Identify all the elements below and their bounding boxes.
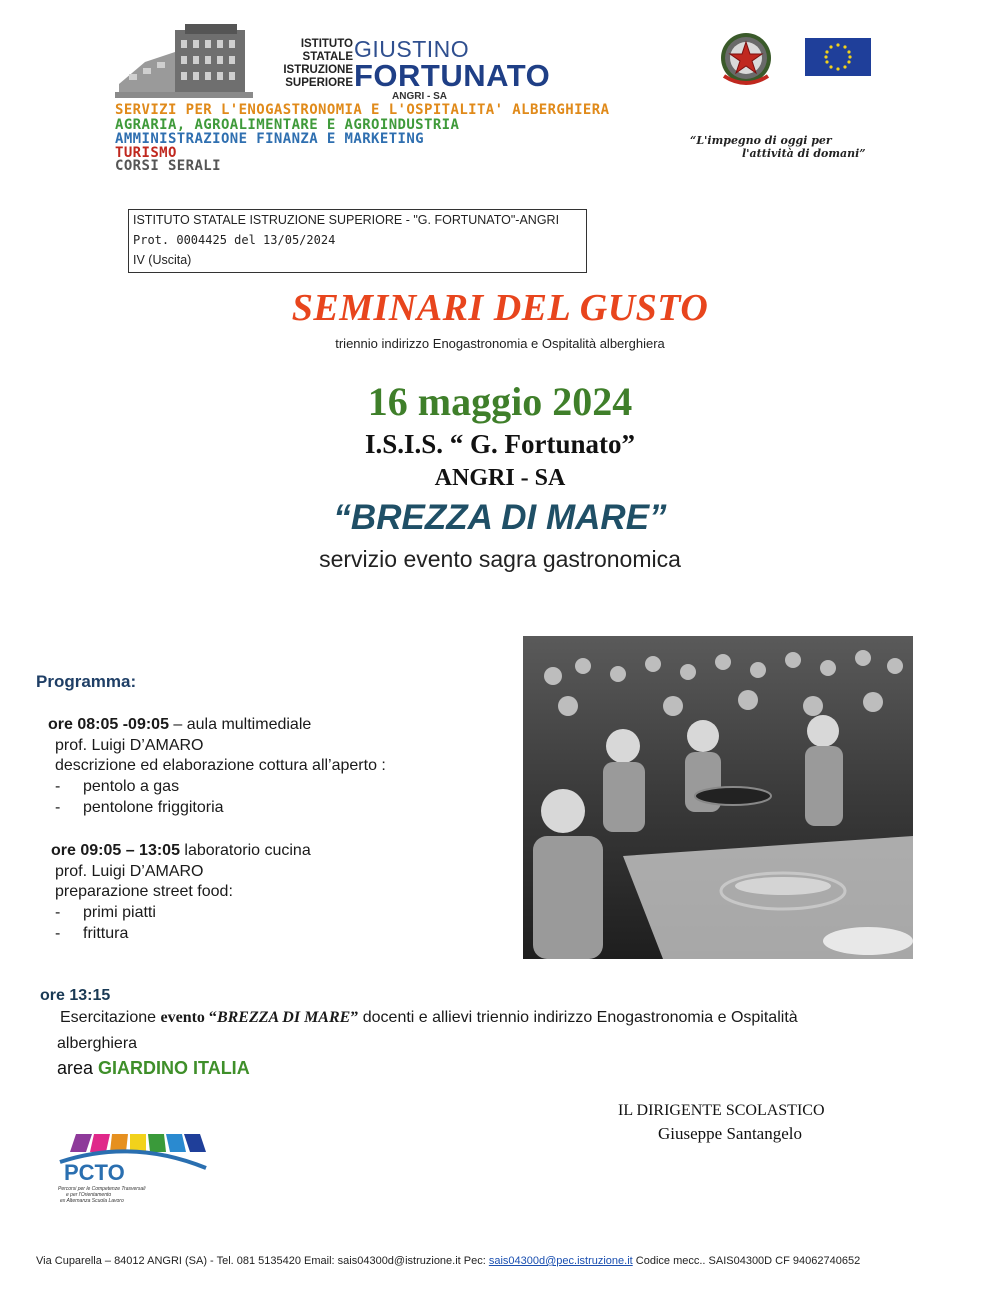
event-name: “BREZZA DI MARE” (333, 498, 667, 537)
school-building-logo (115, 22, 253, 98)
protocol-stamp (128, 209, 587, 273)
event-date: 16 maggio 2024 (367, 379, 633, 424)
session3-area: area GIARDINO ITALIA (57, 1058, 250, 1078)
school-city: ANGRI - SA (434, 465, 566, 491)
pcto-caption-2: e per l'Orientamento (66, 1192, 112, 1198)
footer-address: Via Cuparella – 84012 ANGRI (SA) - Tel. 081 5135420 Email: sais04300d@istruzione.it Pec: (36, 1255, 489, 1267)
course-line-4: TURISMO (115, 145, 177, 161)
session2-header (51, 842, 311, 860)
pcto-logo (52, 1128, 212, 1208)
course-line-1: SERVIZI PER L'ENOGASTRONOMIA E L'OSPITALITA' ALBERGHIERA (115, 102, 610, 118)
session1-place: – aula multimediale (168, 716, 312, 733)
session1-description: descrizione ed elaborazione cottura all’aperto : (55, 757, 386, 774)
institute-type-line1: ISTITUTO (300, 38, 353, 50)
course-line-2: AGRARIA, AGROALIMENTARE E AGROINDUSTRIA (115, 117, 460, 133)
school-name: I.S.I.S. “ G. Fortunato” (364, 429, 636, 459)
pcto-logo-text: PCTO (64, 1160, 125, 1185)
pcto-caption-3: ex Alternanza Scuola Lavoro (60, 1198, 124, 1204)
course-line-3: AMMINISTRAZIONE FINANZA E MARKETING (115, 131, 425, 147)
session2-place: laboratorio cucina (179, 842, 311, 859)
session1-header (48, 716, 311, 734)
session1-teacher: prof. Luigi D’AMARO (55, 737, 204, 754)
document-subtitle: triennio indirizzo Enogastronomia e Ospitalità alberghiera (335, 336, 665, 351)
session1-item-2: - pentolone friggitoria (55, 799, 224, 816)
eu-flag-icon (805, 38, 871, 76)
session1-time: ore 08:05 -09:05 (48, 716, 169, 733)
institute-name-first: GIUSTINO (354, 36, 470, 62)
protocol-direction: IV (Uscita) (133, 253, 192, 267)
institute-type-line3: ISTRUZIONE (283, 64, 353, 76)
motto-line1: “L'impegno di oggi per (690, 134, 832, 147)
institute-type-line4: SUPERIORE (285, 77, 353, 89)
institute-type-line2: STATALE (302, 51, 353, 63)
session3-area-name: GIARDINO ITALIA (98, 1058, 250, 1078)
session3-text: Esercitazione evento “BREZZA DI MARE” docenti e allievi triennio indirizzo Enogastronomia e Ospitalità (60, 1009, 798, 1026)
session3-time: ore 13:15 (40, 987, 111, 1004)
italian-republic-emblem-icon (716, 30, 776, 88)
session2-teacher: prof. Luigi D’AMARO (55, 863, 204, 880)
session1-item-1: - pentolo a gas (55, 778, 180, 795)
session2-item-2: - frittura (55, 925, 129, 942)
institute-name-last: FORTUNATO (354, 58, 551, 93)
signature-role: IL DIRIGENTE SCOLASTICO (618, 1102, 825, 1119)
program-heading: Programma: (36, 672, 137, 691)
session3-event-name: BREZZA DI MARE (216, 1009, 351, 1026)
signature-name: Giuseppe Santangelo (658, 1124, 802, 1143)
event-description: servizio evento sagra gastronomica (319, 546, 681, 572)
street-food-photo (523, 636, 913, 959)
footer-pec-link[interactable]: sais04300d@pec.istruzione.it (488, 1255, 633, 1267)
session2-description: preparazione street food: (55, 883, 233, 900)
session3-text-cont: alberghiera (57, 1035, 138, 1052)
protocol-number: Prot. 0004425 del 13/05/2024 (133, 233, 336, 247)
pcto-caption-1: Percorsi per le Competenze Trasversali (58, 1186, 146, 1192)
session2-time: ore 09:05 – 13:05 (51, 842, 180, 859)
session2-item-1: - primi piatti (55, 904, 156, 921)
protocol-institute: ISTITUTO STATALE ISTRUZIONE SUPERIORE - "G. FORTUNATO"-ANGRI (133, 213, 560, 227)
motto (690, 134, 890, 160)
institute-city: ANGRI - SA (392, 91, 447, 102)
footer-codes: Codice mecc.. SAIS04300D CF 94062740652 (632, 1255, 861, 1267)
footer (36, 1255, 860, 1267)
motto-line2: l'attività di domani” (742, 147, 866, 160)
course-line-5: CORSI SERALI (115, 158, 221, 174)
document-title: SEMINARI DEL GUSTO (291, 287, 709, 329)
